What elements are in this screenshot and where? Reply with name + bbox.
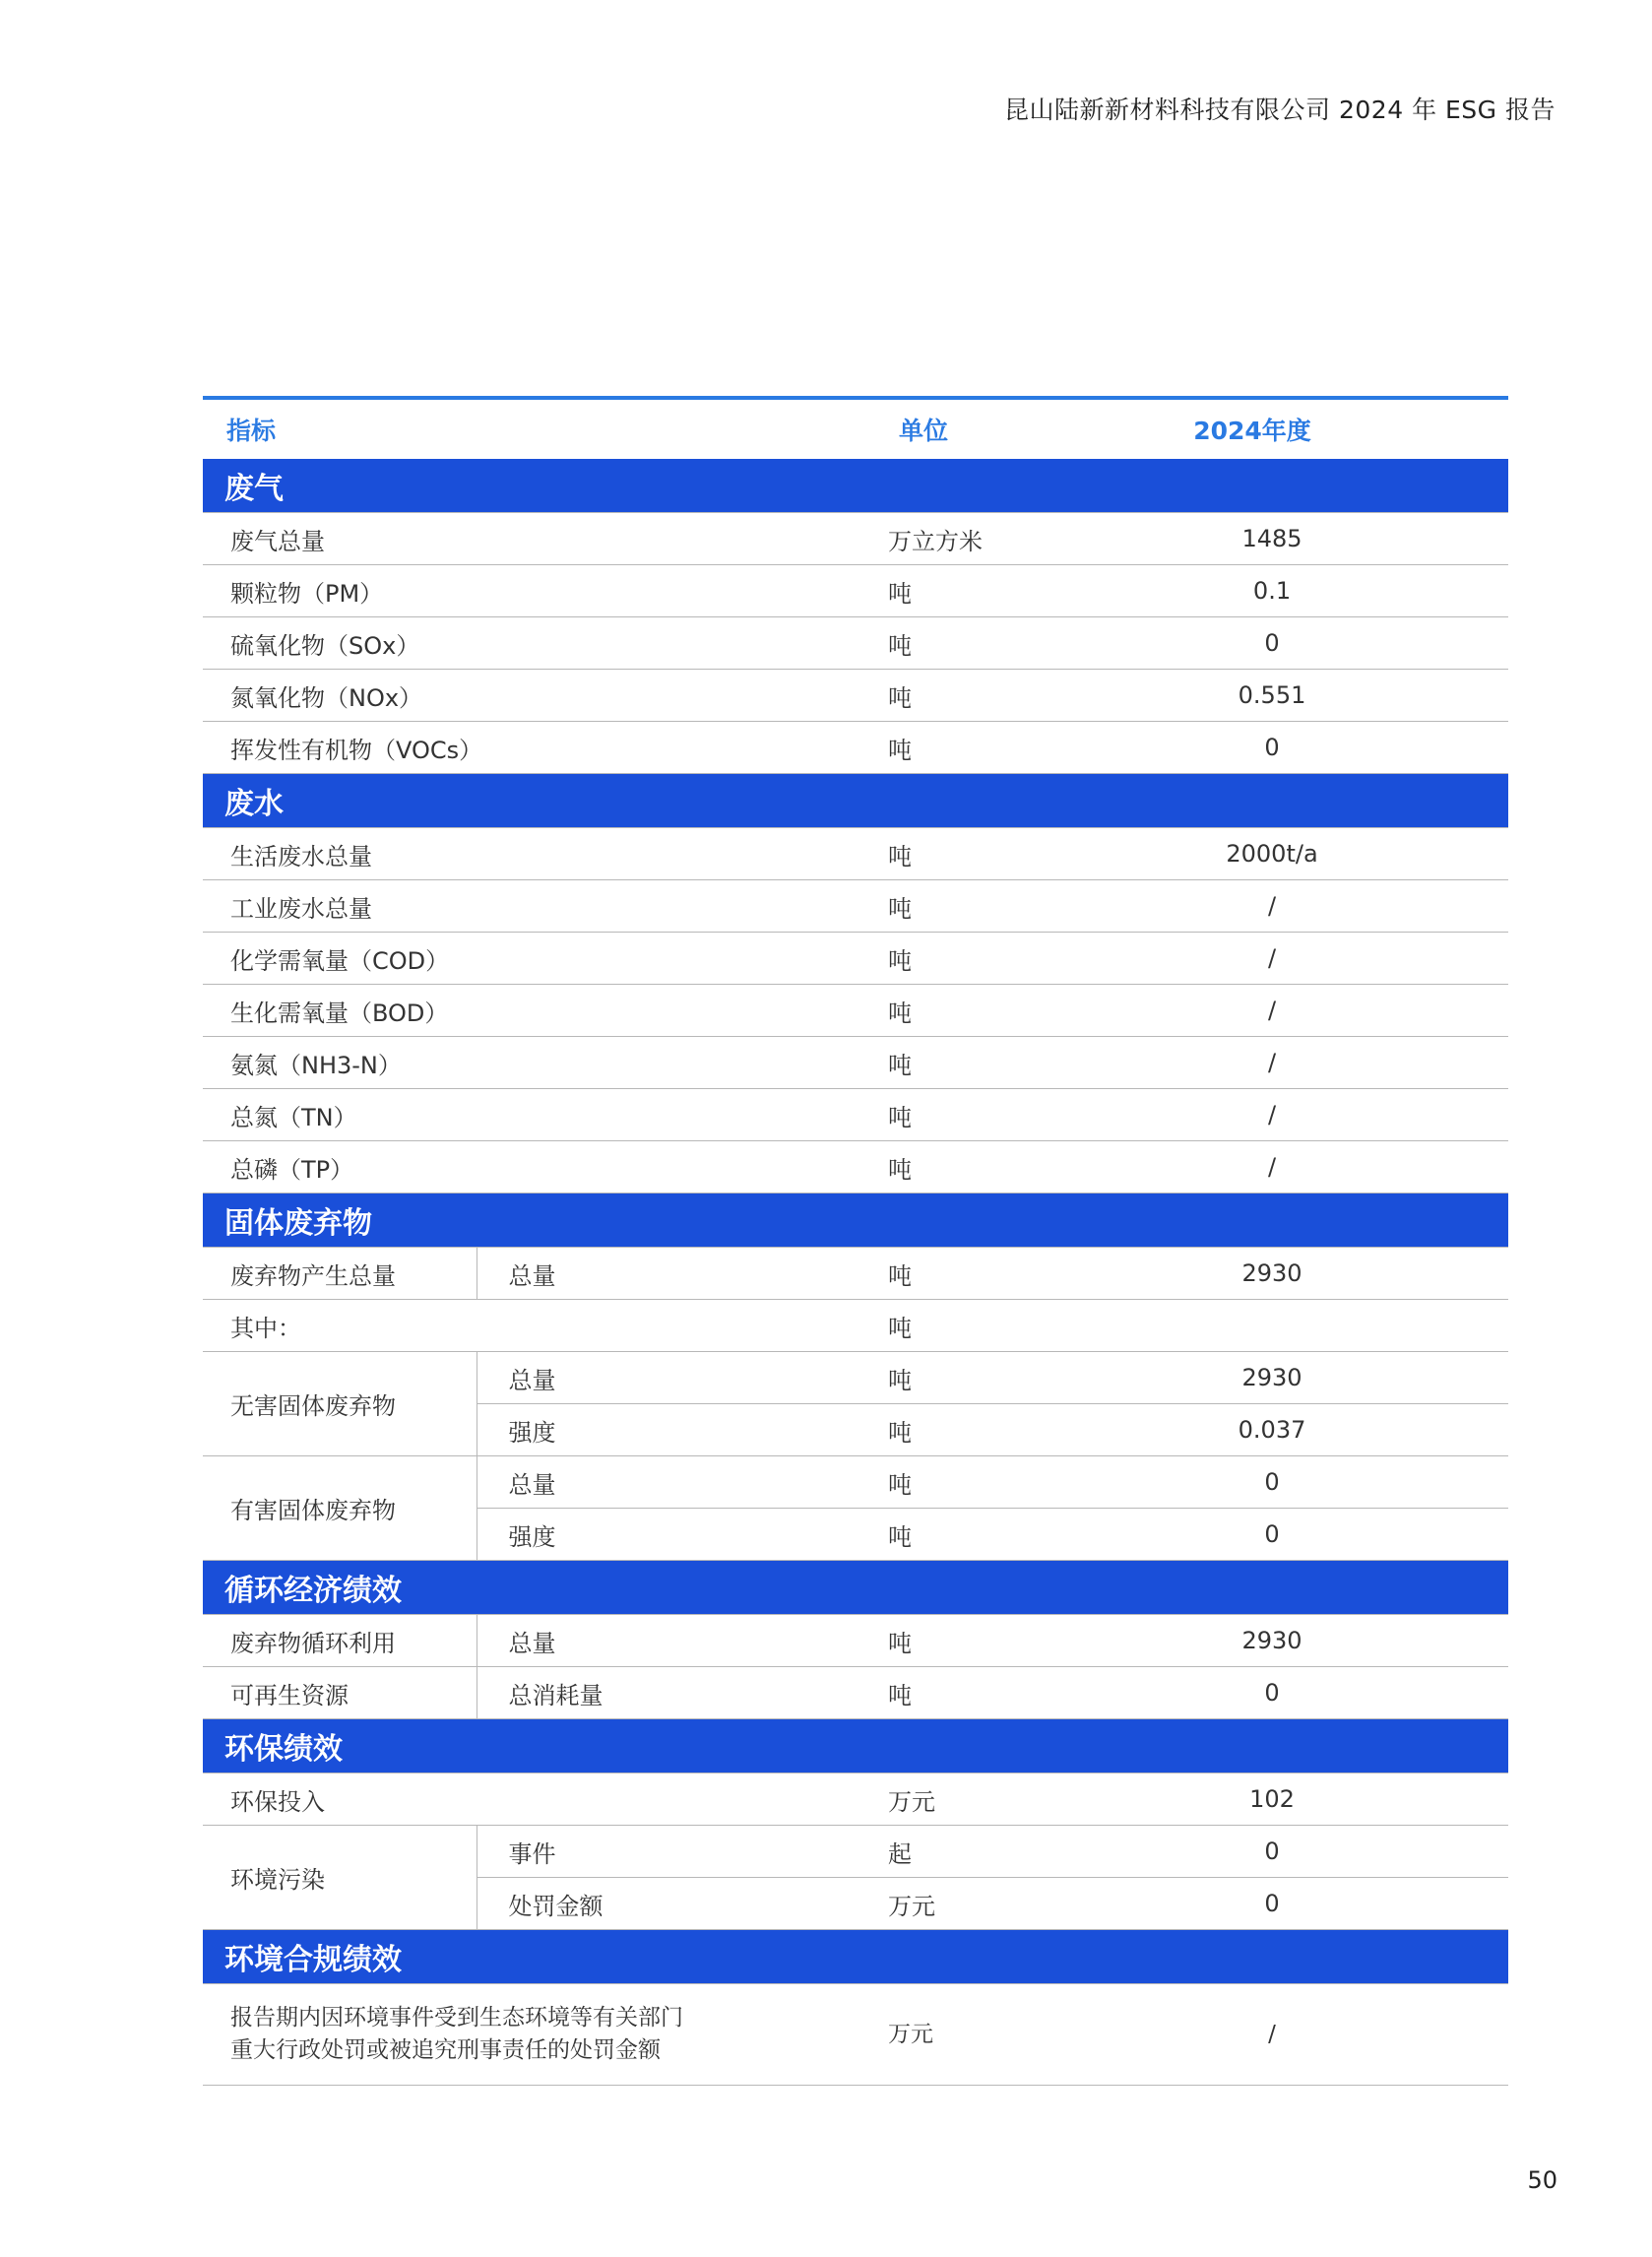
- table-row: [203, 1826, 1508, 1878]
- unit-cell: 吨: [851, 828, 996, 880]
- table-row: [203, 828, 1508, 880]
- column-header-year: 2024年度: [1193, 417, 1311, 445]
- indicator-cell: 氨氮（NH3-N）: [203, 1037, 851, 1089]
- section-title: 废水: [203, 774, 1508, 828]
- document-header-title: 昆山陆新新材料科技有限公司 2024 年 ESG 报告: [1004, 96, 1556, 124]
- value-cell: 0.1: [996, 565, 1508, 617]
- indicator-cell: [203, 1984, 851, 2086]
- sub-indicator-cell: 总量: [477, 1615, 851, 1667]
- indicator-cell: 总氮（TN）: [203, 1089, 851, 1141]
- indicator-cell: 可再生资源: [203, 1667, 477, 1719]
- unit-cell: 万元: [851, 1773, 996, 1826]
- unit-cell: 吨: [851, 617, 996, 670]
- value-cell: /: [996, 1984, 1508, 2086]
- unit-cell: 吨: [851, 1037, 996, 1089]
- value-cell: /: [996, 985, 1508, 1037]
- unit-cell: 吨: [851, 1456, 996, 1509]
- section-title: 环境合规绩效: [203, 1930, 1508, 1984]
- section-title: 循环经济绩效: [203, 1561, 1508, 1615]
- column-header-indicator: 指标: [226, 417, 277, 445]
- sub-indicator-cell: 事件: [477, 1826, 851, 1878]
- value-cell: /: [996, 933, 1508, 985]
- indicator-cell: 生活废水总量: [203, 828, 851, 880]
- table-row: [203, 1615, 1508, 1667]
- section-title: 环保绩效: [203, 1719, 1508, 1773]
- value-cell: /: [996, 1037, 1508, 1089]
- indicator-cell: 挥发性有机物（VOCs）: [203, 722, 851, 774]
- sub-indicator-cell: 总量: [477, 1352, 851, 1404]
- esg-environment-table: [203, 400, 1508, 2086]
- unit-cell: 吨: [851, 1404, 996, 1456]
- value-cell: 2000t/a: [996, 828, 1508, 880]
- section-row-environmental-compliance: [203, 1930, 1508, 1984]
- value-cell: 0: [996, 1509, 1508, 1561]
- value-cell: [996, 1300, 1508, 1352]
- unit-cell: 吨: [851, 670, 996, 722]
- indicator-cell: 颗粒物（PM）: [203, 565, 851, 617]
- indicator-cell: 废弃物循环利用: [203, 1615, 477, 1667]
- indicator-cell: 有害固体废弃物: [203, 1456, 477, 1561]
- value-cell: 0: [996, 617, 1508, 670]
- table-row: [203, 670, 1508, 722]
- unit-cell: 吨: [851, 880, 996, 933]
- sub-indicator-cell: 总消耗量: [477, 1667, 851, 1719]
- sub-indicator-cell: 总量: [477, 1456, 851, 1509]
- unit-cell: 吨: [851, 933, 996, 985]
- esg-environment-table-container: [203, 396, 1508, 2086]
- indicator-cell: 硫氧化物（SOx）: [203, 617, 851, 670]
- table-row: [203, 1984, 1508, 2086]
- table-row: [203, 1037, 1508, 1089]
- table-row: [203, 1248, 1508, 1300]
- table-row: [203, 1089, 1508, 1141]
- unit-cell: 万元: [851, 1878, 996, 1930]
- value-cell: 0: [996, 1878, 1508, 1930]
- value-cell: /: [996, 880, 1508, 933]
- table-row: [203, 1667, 1508, 1719]
- unit-cell: 万立方米: [851, 513, 996, 565]
- table-row: [203, 722, 1508, 774]
- table-row: [203, 880, 1508, 933]
- sub-indicator-cell: 总量: [477, 1248, 851, 1300]
- value-cell: 0.037: [996, 1404, 1508, 1456]
- sub-indicator-cell: 处罚金额: [477, 1878, 851, 1930]
- table-row: [203, 1300, 1508, 1352]
- table-row: [203, 1141, 1508, 1193]
- section-row-environmental-performance: [203, 1719, 1508, 1773]
- value-cell: 0: [996, 1826, 1508, 1878]
- section-title: 废气: [203, 459, 1508, 513]
- value-cell: 0: [996, 1456, 1508, 1509]
- table-row: [203, 617, 1508, 670]
- value-cell: 0: [996, 722, 1508, 774]
- table-row: [203, 1456, 1508, 1509]
- table-row: [203, 565, 1508, 617]
- unit-cell: 吨: [851, 1352, 996, 1404]
- table-header-row: [203, 400, 1508, 459]
- value-cell: 1485: [996, 513, 1508, 565]
- table-row: [203, 1352, 1508, 1404]
- indicator-cell: 环境污染: [203, 1826, 477, 1930]
- section-row-circular-economy: [203, 1561, 1508, 1615]
- value-cell: /: [996, 1089, 1508, 1141]
- unit-cell: 吨: [851, 1141, 996, 1193]
- value-cell: 0.551: [996, 670, 1508, 722]
- unit-cell: 吨: [851, 1615, 996, 1667]
- value-cell: 2930: [996, 1615, 1508, 1667]
- indicator-cell: 工业废水总量: [203, 880, 851, 933]
- section-title: 固体废弃物: [203, 1193, 1508, 1248]
- unit-cell: 吨: [851, 722, 996, 774]
- indicator-cell: 生化需氧量（BOD）: [203, 985, 851, 1037]
- table-row: [203, 1773, 1508, 1826]
- value-cell: 102: [996, 1773, 1508, 1826]
- value-cell: 0: [996, 1667, 1508, 1719]
- section-row-wastewater: [203, 774, 1508, 828]
- sub-indicator-cell: 强度: [477, 1404, 851, 1456]
- indicator-cell: 环保投入: [203, 1773, 851, 1826]
- unit-cell: 起: [851, 1826, 996, 1878]
- indicator-cell: 废气总量: [203, 513, 851, 565]
- unit-cell: 吨: [851, 565, 996, 617]
- value-cell: 2930: [996, 1352, 1508, 1404]
- table-row: [203, 933, 1508, 985]
- unit-cell: 吨: [851, 985, 996, 1037]
- indicator-cell: 无害固体废弃物: [203, 1352, 477, 1456]
- column-header-unit: 单位: [899, 417, 949, 445]
- value-cell: 2930: [996, 1248, 1508, 1300]
- indicator-cell: 其中：: [203, 1300, 851, 1352]
- unit-cell: 万元: [851, 1984, 996, 2086]
- unit-cell: 吨: [851, 1300, 996, 1352]
- sub-indicator-cell: 强度: [477, 1509, 851, 1561]
- indicator-cell: 废弃物产生总量: [203, 1248, 477, 1300]
- page-number: 50: [1527, 2166, 1557, 2194]
- indicator-cell: 总磷（TP）: [203, 1141, 851, 1193]
- unit-cell: 吨: [851, 1248, 996, 1300]
- table-row: [203, 985, 1508, 1037]
- value-cell: /: [996, 1141, 1508, 1193]
- unit-cell: 吨: [851, 1667, 996, 1719]
- indicator-cell: 氮氧化物（NOx）: [203, 670, 851, 722]
- indicator-line: 报告期内因环境事件受到生态环境等有关部门: [230, 2005, 683, 2031]
- unit-cell: 吨: [851, 1509, 996, 1561]
- indicator-cell: 化学需氧量（COD）: [203, 933, 851, 985]
- indicator-line: 重大行政处罚或被追究刑事责任的处罚金额: [230, 2037, 661, 2063]
- unit-cell: 吨: [851, 1089, 996, 1141]
- section-row-solid-waste: [203, 1193, 1508, 1248]
- section-row-waste-gas: [203, 459, 1508, 513]
- table-row: [203, 513, 1508, 565]
